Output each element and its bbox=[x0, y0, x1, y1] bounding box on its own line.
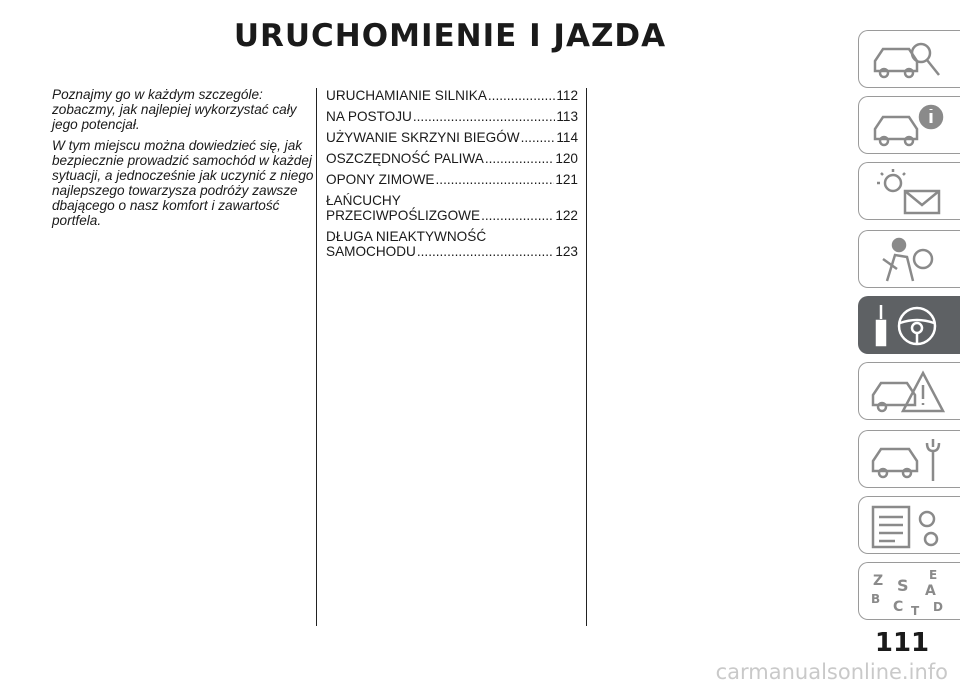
toc-entry[interactable] bbox=[326, 109, 578, 124]
chapter-tabs bbox=[858, 0, 960, 686]
toc-leader bbox=[488, 88, 555, 103]
tab-technical-data[interactable] bbox=[858, 496, 960, 554]
toc-page-number: 112 bbox=[556, 88, 578, 103]
intro-text bbox=[52, 87, 314, 234]
tab-safety[interactable] bbox=[858, 230, 960, 288]
intro-paragraph: Poznajmy go w każdym szczególe: zobaczmy, jak najlepiej wykorzystać cały jego potencjał. bbox=[52, 87, 297, 132]
toc-page-number: 122 bbox=[555, 208, 578, 223]
watermark: carmanualsonline.info bbox=[715, 660, 948, 684]
toc-entry-label: ŁAŃCUCHY bbox=[326, 193, 401, 208]
toc-entry[interactable] bbox=[326, 229, 578, 259]
toc-entry-label: UŻYWANIE SKRZYNI BIEGÓW bbox=[326, 130, 520, 145]
tab-lights-warnings[interactable] bbox=[858, 162, 960, 220]
airbag-person-icon bbox=[869, 235, 947, 285]
toc-entry[interactable] bbox=[326, 172, 578, 187]
toc-page-number: 113 bbox=[556, 109, 578, 124]
tab-index[interactable] bbox=[858, 562, 960, 620]
toc-leader bbox=[521, 130, 556, 145]
toc-leader bbox=[417, 244, 554, 259]
alphabet-index-icon bbox=[869, 567, 947, 617]
index-letter: A bbox=[925, 583, 936, 599]
toc-leader bbox=[413, 109, 555, 124]
column-divider bbox=[586, 88, 587, 626]
tab-car-info[interactable] bbox=[858, 96, 960, 154]
key-steering-wheel-icon bbox=[869, 301, 947, 351]
toc-leader bbox=[485, 151, 554, 166]
car-search-icon bbox=[869, 35, 947, 85]
toc-entry[interactable] bbox=[326, 88, 578, 103]
toc-entry[interactable] bbox=[326, 151, 578, 166]
car-warning-triangle-icon bbox=[869, 367, 947, 417]
index-letter: B bbox=[871, 592, 881, 606]
toc-entry[interactable] bbox=[326, 130, 578, 145]
toc-page-number: 114 bbox=[556, 130, 578, 145]
column-divider bbox=[316, 88, 317, 626]
car-wrench-icon bbox=[869, 435, 947, 485]
intro-paragraph: W tym miejscu można dowiedzieć się, jak bezpiecznie prowadzić samochód w każdej sytuacji, a jednocześnie jak uczynić z niego najlepszego towarzysza podróży zawsze dbającego o nasz komfort i zawartość portfela. bbox=[52, 138, 314, 228]
toc-entry[interactable] bbox=[326, 193, 578, 223]
toc-entry-label: OPONY ZIMOWE bbox=[326, 172, 435, 187]
toc-entry-label: SAMOCHODU bbox=[326, 244, 416, 259]
toc-entry-label: PRZECIWPOŚLIZGOWE bbox=[326, 208, 481, 223]
page-number: 111 bbox=[874, 628, 930, 658]
tab-starting-driving[interactable] bbox=[858, 296, 960, 354]
car-info-icon bbox=[869, 101, 947, 151]
index-letter: D bbox=[933, 600, 943, 614]
toc-leader bbox=[436, 172, 555, 187]
toc-page-number: 123 bbox=[555, 244, 578, 259]
toc-page-number: 121 bbox=[555, 172, 578, 187]
index-letter: S bbox=[897, 576, 909, 595]
tab-maintenance[interactable] bbox=[858, 430, 960, 488]
light-warning-icon bbox=[869, 167, 947, 217]
toc-entry-label: OSZCZĘDNOŚĆ PALIWA bbox=[326, 151, 484, 166]
section-title: URUCHOMIENIE I JAZDA bbox=[233, 18, 667, 54]
index-letter: T bbox=[911, 604, 920, 617]
index-letter: E bbox=[929, 568, 938, 582]
tab-emergency[interactable] bbox=[858, 362, 960, 420]
tab-car-search[interactable] bbox=[858, 30, 960, 88]
toc-leader bbox=[481, 208, 554, 223]
index-letter: C bbox=[893, 599, 904, 615]
table-of-contents bbox=[326, 88, 578, 265]
specs-gear-icon bbox=[869, 501, 947, 551]
toc-entry-label: URUCHAMIANIE SILNIKA bbox=[326, 88, 487, 103]
toc-entry-label: DŁUGA NIEAKTYWNOŚĆ bbox=[326, 229, 487, 244]
toc-entry-label: NA POSTOJU bbox=[326, 109, 412, 124]
index-letter: Z bbox=[873, 573, 884, 589]
toc-page-number: 120 bbox=[555, 151, 578, 166]
